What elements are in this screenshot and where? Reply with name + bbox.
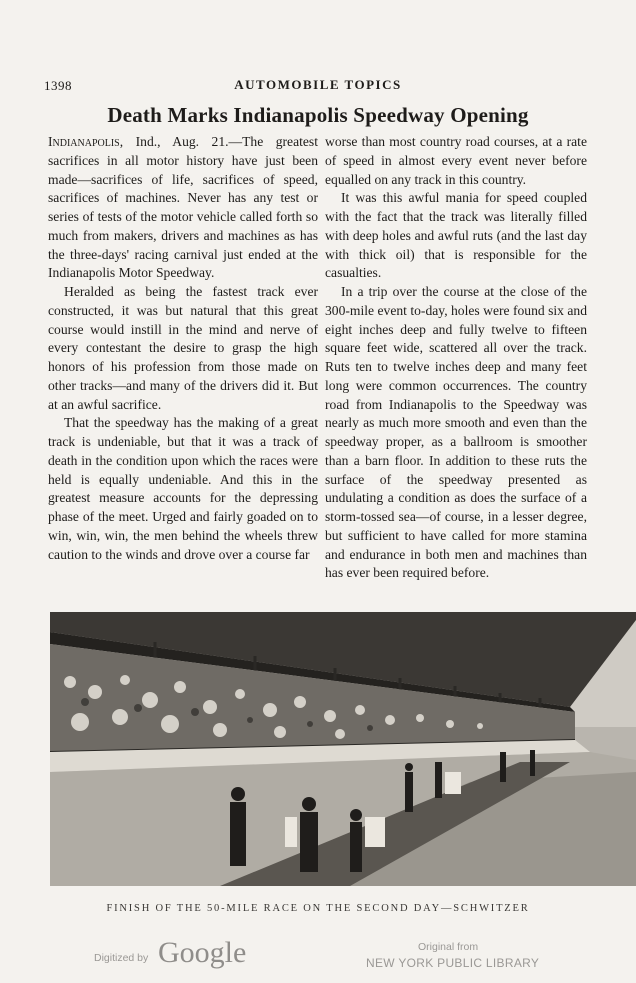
body-paragraph: That the speedway has the making of a great track is undeniable, but that it was a track of death in the condition upon which the races were held is equally undeniable. And this in the greatest measure accounts for the depressing phase of the meet. Urged and fairly goaded on to win, win, win, the men behind the wheels threw caution to the winds and drove over a course far <box>48 415 318 562</box>
lead-paragraph <box>48 133 318 283</box>
photo-caption: FINISH OF THE 50-MILE RACE ON THE SECOND DAY—SCHWITZER <box>106 903 530 914</box>
library-name: NEW YORK PUBLIC LIBRARY <box>366 956 540 970</box>
body-paragraph: In a trip over the course at the close of the 300-mile event to-day, holes were found six and eight inches deep and fully twelve to fifteen square feet wide, scattered all over the track. Ruts ten to twelve inches deep and many feet long were common occurrences. The country road from Indianapolis to the Speedway was nearly as much more smooth and even than the speedway proper, as a ballroom is smoother than a barn floor. In addition to these ruts the surface of the speedway presented as undulating a condition as does the surface of a storm-tossed sea—of course, in a lesser degree, but sufficient to have called for more stamina and endurance in both men and machines than has ever been required before. <box>325 284 587 581</box>
dateline: Indianapolis <box>48 134 120 149</box>
body-paragraph: It was this awful mania for speed coupled with the fact that the track was literally filled with deep holes and awful ruts (and the last day with thick oil) that is responsible for the casualties. <box>325 190 587 281</box>
article-title: Death Marks Indianapolis Speedway Opening <box>107 103 529 127</box>
google-logo: Google <box>158 936 247 969</box>
digitized-by-label: Digitized by <box>94 952 149 964</box>
body-paragraph: Heralded as being the fastest track ever constructed, it was but natural that this great course would instill in the mind and nerve of every contestant the desire to grasp the high honors of his profession from those made on other tracks—and many of the drivers did it. But at an awful sacrifice. <box>48 284 318 412</box>
article-column-left <box>48 133 318 564</box>
lead-text: , Ind., Aug. 21.—The greatest sacrifices in all motor history have just been made—sacrifices of life, sacrifices of speed, sacrifices of machines. Never has any test or series of tests of the motor vehicle called forth so much from makers, drivers and machines as has the three-days' racing carnival just ended at the Indianapolis Motor Speedway. <box>48 134 318 281</box>
original-from-label: Original from <box>418 941 479 953</box>
speedway-grandstand-photo <box>50 612 636 886</box>
running-head: AUTOMOBILE TOPICS <box>234 77 402 92</box>
page-number: 1398 <box>44 78 72 93</box>
article-column-right <box>325 133 587 583</box>
continued-paragraph: worse than most country road courses, at a rate of speed in almost every event never before equalled on any track in this country. <box>325 134 587 187</box>
